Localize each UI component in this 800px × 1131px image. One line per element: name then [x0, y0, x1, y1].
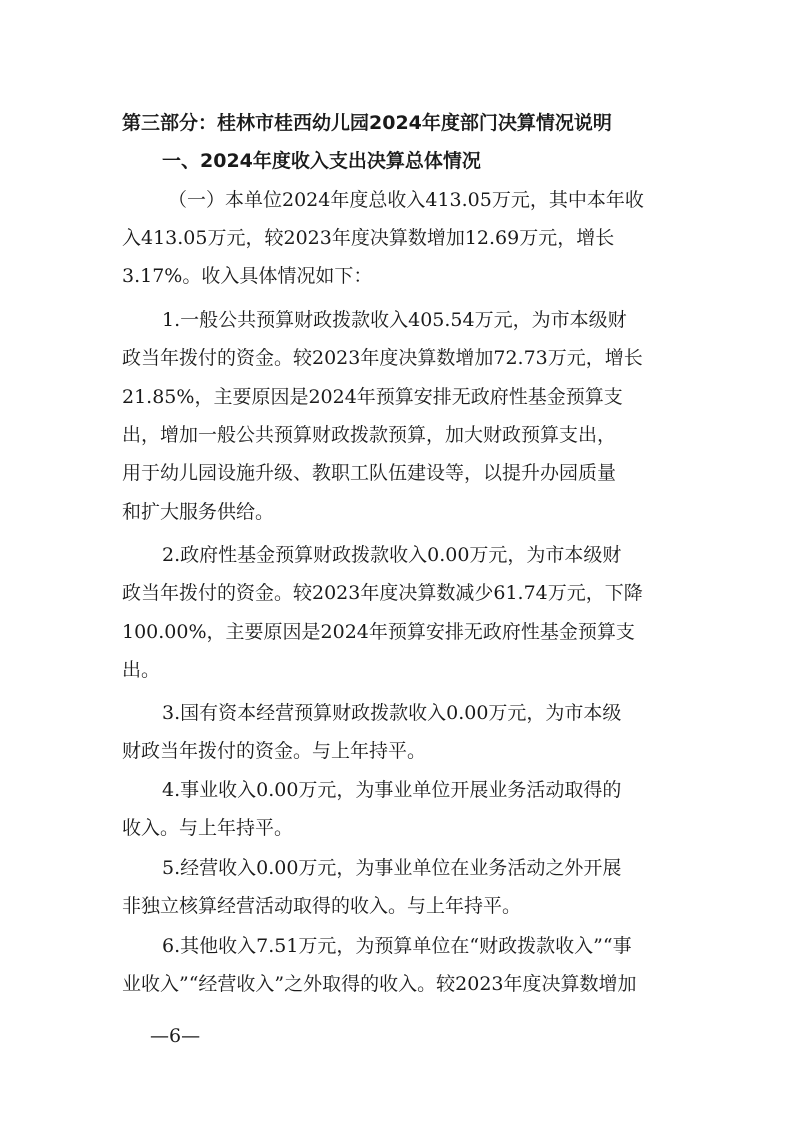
section-heading: 一、2024年度收入支出决算总体情况 — [162, 150, 481, 172]
paragraph-line: 5.经营收入0.00万元，为事业单位在业务活动之外开展 — [162, 857, 622, 879]
paragraph-line: 4.事业收入0.00万元，为事业单位开展业务活动取得的 — [162, 779, 622, 801]
paragraph-line: 收入。与上年持平。 — [122, 817, 294, 839]
paragraph-line: 业收入”“经营收入”之外取得的收入。较2023年度决算数增加 — [122, 973, 637, 995]
paragraph-line: 政当年拨付的资金。较2023年度决算数减少61.74万元，下降 — [122, 582, 643, 604]
paragraph-line: 和扩大服务供给。 — [122, 501, 275, 523]
document-title: 第三部分：桂林市桂西幼儿园2024年度部门决算情况说明 — [122, 112, 612, 134]
paragraph-line: 用于幼儿园设施升级、教职工队伍建设等，以提升办园质量 — [122, 462, 617, 484]
paragraph-line: 出，增加一般公共预算财政拨款预算，加大财政预算支出， — [122, 424, 617, 446]
paragraph-line: 6.其他收入7.51万元，为预算单位在“财政拨款收入”“事 — [162, 935, 632, 957]
paragraph-line: 3.国有资本经营预算财政拨款收入0.00万元，为市本级 — [162, 702, 622, 724]
paragraph-line: 2.政府性基金预算财政拨款收入0.00万元，为市本级财 — [162, 544, 622, 566]
paragraph-line: 政当年拨付的资金。较2023年度决算数增加72.73万元，增长 — [122, 347, 643, 369]
page-number: —6— — [150, 1025, 201, 1047]
paragraph-line: 1.一般公共预算财政拨款收入405.54万元，为市本级财 — [162, 309, 627, 331]
paragraph-line: 非独立核算经营活动取得的收入。与上年持平。 — [122, 895, 522, 917]
paragraph-line: 财政当年拨付的资金。与上年持平。 — [122, 740, 427, 762]
paragraph-line: 21.85%，主要原因是2024年预算安排无政府性基金预算支 — [122, 386, 623, 408]
paragraph-line: 入413.05万元，较2023年度决算数增加12.69万元，增长 — [122, 227, 615, 249]
paragraph-line: 100.00%，主要原因是2024年预算安排无政府性基金预算支 — [122, 621, 635, 643]
paragraph-line: 出。 — [122, 659, 161, 681]
paragraph-line: 3.17%。收入具体情况如下： — [122, 265, 373, 287]
paragraph-line: （一）本单位2024年度总收入413.05万元，其中本年收 — [168, 189, 644, 211]
